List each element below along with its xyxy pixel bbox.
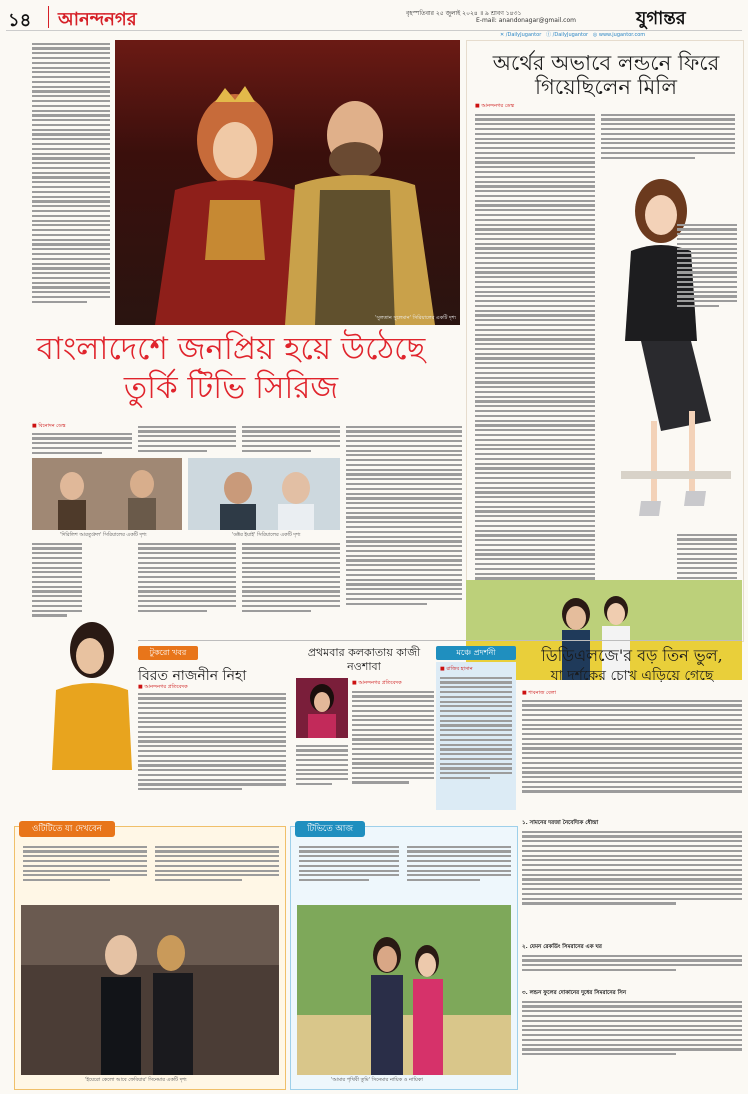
tukro-item1-title: বিরত নাজনীন নিহা bbox=[138, 668, 247, 684]
doctor-photo bbox=[188, 458, 340, 530]
tukro-item2-byline: ■ আনন্দনগর প্রতিবেদক bbox=[352, 680, 402, 686]
nowshaba-photo bbox=[296, 678, 348, 738]
tukro-item1-text bbox=[138, 690, 286, 810]
tv-photo bbox=[297, 905, 511, 1075]
website-link[interactable]: www.jugantor.com bbox=[598, 32, 646, 38]
page-number: ১৪ bbox=[8, 10, 32, 31]
ddlj-subhead-3: ৩. লন্ডন ফুলের দোকানের দুধের সিমরানের সিন bbox=[522, 990, 627, 996]
tv-box bbox=[290, 826, 518, 1090]
ott-photo-caption: 'ইয়েরো কেলো আবে ফেবিয়ার' সিনেমার একটি দৃশ্য bbox=[85, 1077, 187, 1083]
lead-text-col1 bbox=[32, 430, 132, 456]
lead-text-col3 bbox=[242, 423, 340, 455]
lead-photo bbox=[115, 40, 460, 325]
millie-text-wrap bbox=[677, 221, 737, 361]
stage-text bbox=[440, 674, 512, 804]
lead-headline-line1: বাংলাদেশে জনপ্রিয় হয়ে উঠেছে bbox=[36, 331, 426, 367]
web-icon: ◎ bbox=[592, 32, 598, 38]
masthead bbox=[6, 6, 742, 31]
paper-logo: যুগান্তর bbox=[636, 8, 686, 29]
tukro-item2-text bbox=[352, 688, 434, 808]
ddlj-text-3 bbox=[522, 952, 742, 982]
section-title: আনন্দনগর bbox=[58, 9, 137, 30]
lead-text-col2 bbox=[138, 423, 236, 455]
tukro-item2-text-b bbox=[296, 742, 348, 812]
millie-text bbox=[475, 111, 595, 631]
tv-photo-caption: 'আমার পৃথিবী তুমি' সিনেমার নায়িক ও নায়িকা bbox=[331, 1077, 423, 1083]
lead-headline-line2: তুর্কি টিভি সিরিজ bbox=[123, 370, 339, 406]
social-links bbox=[500, 31, 645, 38]
ott-photo bbox=[21, 905, 279, 1075]
tukro-item2-title: প্রথমবার কলকাতায় কাজী নওশাবা bbox=[307, 646, 421, 673]
ddlj-byline: ■ শাবনাজ বেলা bbox=[522, 690, 556, 696]
twitter-handle[interactable]: /DailyJugantor bbox=[505, 32, 542, 38]
stage-box bbox=[436, 662, 516, 810]
twitter-icon: ✕ bbox=[500, 32, 505, 38]
lead-text-col4 bbox=[346, 423, 462, 623]
ddlj-text-2 bbox=[522, 828, 742, 928]
ddlj-headline: ডিডিএলজে'র বড় তিন ভুল, যা দর্শকের চোখ এড়িয়ে গেছে bbox=[541, 646, 723, 684]
lead-headline bbox=[0, 330, 462, 420]
ott-tag: ওটিটিতে যা দেখবেন bbox=[19, 821, 115, 837]
millie-byline: ■ আনন্দনগর ডেস্ক bbox=[475, 103, 515, 109]
ddlj-subhead-2: ২. যেমন রেকর্ডিং সিমরানের এক ঘর bbox=[522, 944, 602, 950]
ott-text-col1 bbox=[23, 843, 147, 903]
ertugrul-photo bbox=[32, 458, 182, 530]
tv-text-col1 bbox=[299, 843, 399, 903]
ott-box bbox=[14, 826, 286, 1090]
tukro-tag: টুকরো খবর bbox=[138, 646, 198, 660]
lead-text-col2b bbox=[138, 540, 236, 626]
millie-article bbox=[466, 40, 744, 642]
lead-continued-text bbox=[32, 40, 110, 330]
lead-byline: ■ বিনোদন ডেস্ক bbox=[32, 423, 66, 429]
lead-text-col3b bbox=[242, 540, 340, 626]
ddlj-text-4 bbox=[522, 998, 742, 1088]
stage-tag: মঞ্চে প্রদর্শনী bbox=[436, 646, 516, 660]
facebook-icon: ⓕ bbox=[546, 32, 552, 38]
ddlj-subhead-1: ১. সামনের দরজা নৈবেদ্যিক ধৌন্দ্রা bbox=[522, 820, 599, 826]
tukro-item1-byline: ■ আনন্দনগর প্রতিবেদক bbox=[138, 684, 188, 690]
ddlj-text-1 bbox=[522, 697, 742, 817]
ott-text-col2 bbox=[155, 843, 279, 903]
section-divider bbox=[138, 640, 742, 641]
sultan-suleiman-image bbox=[115, 40, 460, 325]
lead-photo-caption: 'সুলতান সুলেমান' সিরিয়ালের একটি দৃশ্য bbox=[375, 315, 456, 321]
tv-text-col2 bbox=[407, 843, 511, 903]
ertugrul-caption: 'দিরিলিশ আরতুগ্রুল' সিরিয়ালের একটি দৃশ্য bbox=[60, 532, 147, 538]
millie-text-right bbox=[601, 111, 735, 171]
facebook-handle[interactable]: /DailyJugantor bbox=[552, 32, 589, 38]
masthead-email[interactable]: E-mail: anandonagar@gmail.com bbox=[476, 17, 576, 24]
masthead-divider bbox=[48, 6, 49, 28]
millie-headline: অর্থের অভাবে লন্ডনে ফিরে গিয়েছিলেন মিলি bbox=[492, 51, 720, 99]
stage-byline: ■ রাজিব হাসান bbox=[440, 666, 473, 672]
masthead-date: বৃহস্পতিবার ২৫ জুলাই ২০২৪ ॥ ৯ শ্রাবণ ১৪৩১ bbox=[406, 10, 522, 17]
niha-photo bbox=[32, 620, 136, 770]
doctor-caption: 'ডক্টর ইয়াই' সিরিয়ালের একটি দৃশ্য bbox=[232, 532, 301, 538]
tv-tag: টিভিতে আজ bbox=[295, 821, 365, 837]
